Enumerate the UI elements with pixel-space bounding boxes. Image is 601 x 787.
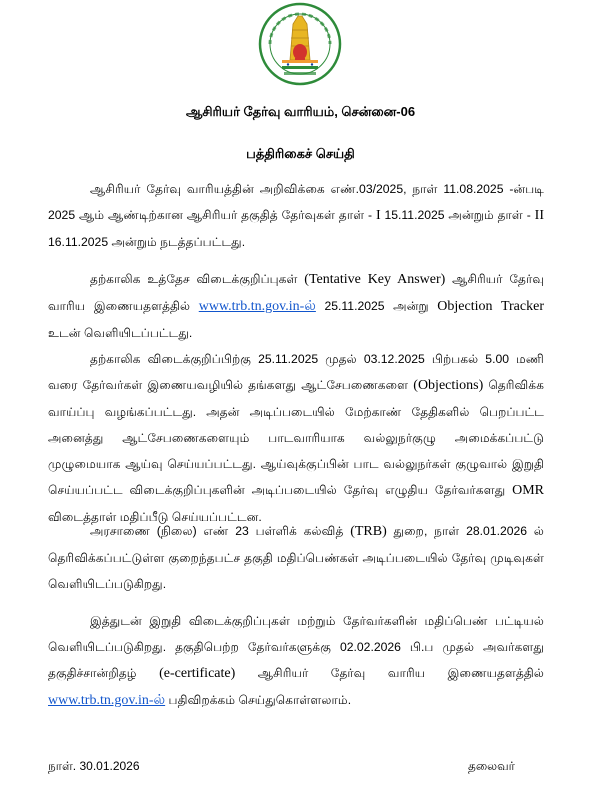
text: (Objections): [413, 378, 484, 393]
text: 16.11.2025 அன்றும் நடத்தப்பட்டது.: [48, 235, 246, 249]
paragraph-certificate: [48, 608, 544, 714]
paragraph-objections: [48, 346, 544, 530]
paragraph-results: [48, 518, 544, 597]
text: விடைத்தாள் மதிப்பீடு செய்யப்பட்டன.: [48, 510, 262, 524]
paragraph-exam-schedule: [48, 176, 544, 255]
text: (e-certificate): [159, 666, 236, 681]
text: துறை, நாள் 28.01.2026 ல் தெரிவிக்கப்பட்டுள்ள குறைந்தபட்ச தகுதி மதிப்பெண்கள் அடிப்படையில் தேர்வு முடிவுகள் வெளியிடப்படுகிறது.: [48, 524, 544, 591]
state-emblem: [256, 2, 344, 86]
trb-website-link[interactable]: www.trb.tn.gov.in-ல்: [48, 693, 166, 708]
text: தெரிவிக்க வாய்ப்பு வழங்கப்பட்டது. அதன் அடிப்படையில் மேற்காண் தேதிகளில் பெறப்பட்ட அனைத்து ஆட்சேபணைகளையும் பாடவாரியாக வல்லுநர்குழு அமைக்கப்பட்டு முழுமையாக ஆய்வு செய்யப்பட்டது. ஆய்வுக்குப்பின் பாட வல்லுநர்கள் குழுவால் இறுதி செய்யப்பட்ட விடைக்குறிப்புகளின் அடிப்படையில் தேர்வு எழுதிய தேர்வர்களது: [48, 378, 545, 497]
text: தற்காலிக உத்தேச விடைக்குறிப்புகள்: [90, 272, 305, 286]
paper-2-label: II: [534, 208, 544, 223]
text: உடன் வெளியிடப்பட்டது.: [48, 326, 193, 340]
text: ஆசிரியர் தேர்வு வாரியத்தின் அறிவிக்கை எண்.03/2025, நாள் 11.08.2025 -ன்படி 2025 ஆம் ஆண்டிற்கான ஆசிரியர் தகுதித் தேர்வுகள் தாள் -: [48, 182, 544, 222]
signatory: தலைவர்: [468, 759, 515, 773]
text: ஆசிரியர் தேர்வு வாரிய இணையதளத்தில்: [235, 666, 545, 680]
text: இத்துடன் இறுதி விடைக்குறிப்புகள் மற்றும் தேர்வர்களின் மதிப்பெண் பட்டியல் வெளியிடப்படுகிறது. தகுதிபெற்ற தேர்வர்களுக்கு 02.02.2026 பி.ப முதல் அவர்களது தகுதிச்சான்றிதழ்: [48, 614, 544, 680]
trb-website-link[interactable]: www.trb.tn.gov.in-ல்: [198, 299, 316, 314]
issue-date: நாள். 30.01.2026: [48, 759, 140, 773]
paragraph-tentative-key: [48, 266, 544, 346]
text: (TRB): [350, 524, 387, 539]
tamil-nadu-emblem-icon: [256, 2, 344, 86]
text: தற்காலிக விடைக்குறிப்பிற்கு 25.11.2025 முதல் 03.12.2025 பிற்பகல் 5.00 மணி வரை தேர்வர்கள் இணையவழியில் தங்களது ஆட்சேபணைகளை: [48, 352, 544, 392]
text: அரசாணை (நிலை) எண் 23 பள்ளிக் கல்வித்: [90, 524, 351, 538]
text: OMR: [512, 483, 544, 498]
document-title: ஆசிரியர் தேர்வு வாரியம், சென்னை-06: [185, 104, 416, 119]
text: ஆசிரியர் தேர்வு வாரிய இணையதளத்தில்: [48, 272, 545, 313]
text: பதிவிறக்கம் செய்துகொள்ளலாம்.: [165, 693, 352, 707]
text: 25.11.2025 அன்று: [315, 299, 438, 313]
paper-1-label: I: [375, 208, 381, 223]
text: 15.11.2025 அன்றும் தாள் -: [380, 208, 535, 222]
document-subtitle: பத்திரிகைச் செய்தி: [246, 146, 355, 161]
text: (Tentative Key Answer): [304, 272, 446, 287]
text: Objection Tracker: [437, 299, 544, 314]
